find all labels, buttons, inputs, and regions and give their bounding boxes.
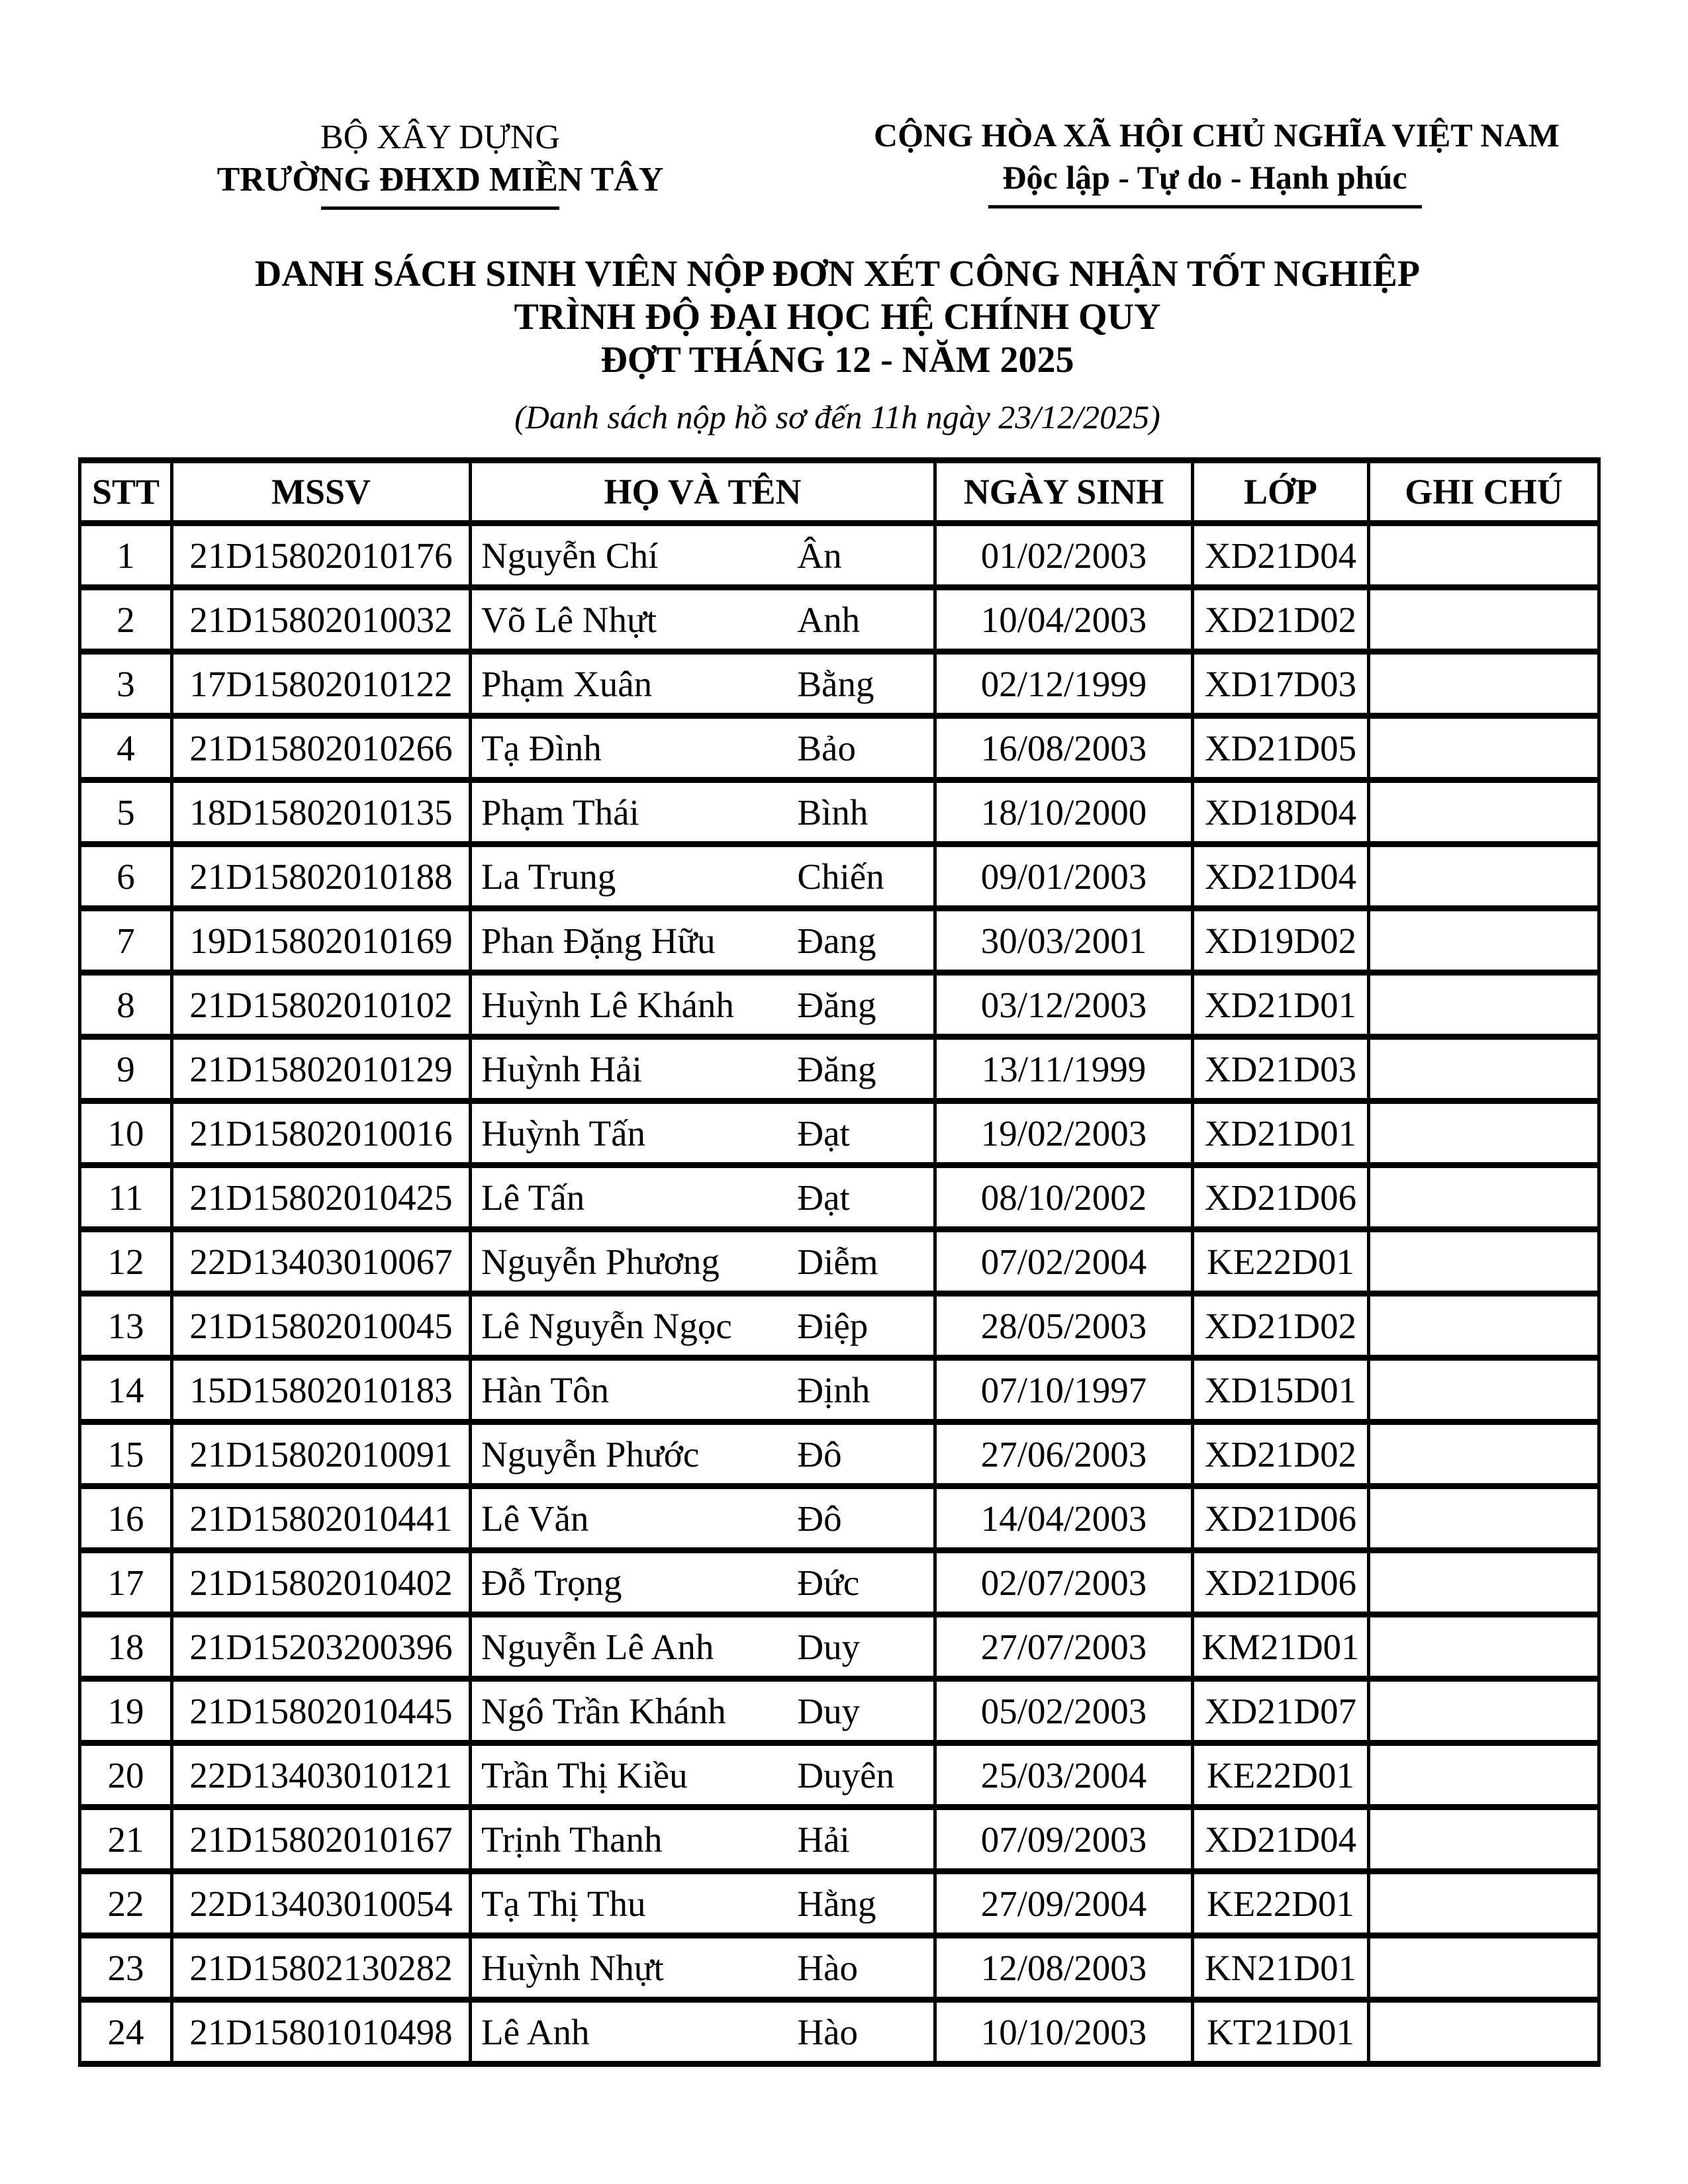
cell-note xyxy=(1369,1101,1599,1165)
cell-class: XD21D02 xyxy=(1193,1294,1369,1358)
family-middle-name: Võ Lê Nhựt xyxy=(481,599,657,640)
cell-mssv: 21D15203200396 xyxy=(172,1615,471,1679)
cell-dob: 27/09/2004 xyxy=(935,1872,1193,1936)
cell-note xyxy=(1369,1807,1599,1872)
cell-mssv: 21D15802010167 xyxy=(172,1807,471,1872)
cell-stt: 1 xyxy=(80,523,172,588)
cell-dob: 27/06/2003 xyxy=(935,1422,1193,1486)
cell-dob: 02/12/1999 xyxy=(935,652,1193,716)
cell-note xyxy=(1369,1615,1599,1679)
cell-stt: 6 xyxy=(80,844,172,909)
cell-name xyxy=(471,1422,935,1486)
national-title: CỘNG HÒA XÃ HỘI CHỦ NGHĨA VIỆT NAM xyxy=(874,116,1560,154)
table-row xyxy=(80,588,1599,652)
given-name: Đức xyxy=(797,1562,860,1603)
cell-stt: 23 xyxy=(80,1936,172,2000)
cell-dob: 30/03/2001 xyxy=(935,909,1193,973)
family-middle-name: Huỳnh Nhựt xyxy=(481,1947,664,1988)
full-name xyxy=(472,727,933,769)
full-name xyxy=(472,535,933,576)
family-middle-name: Tạ Đình xyxy=(481,727,602,768)
table-row xyxy=(80,1358,1599,1422)
cell-class: KM21D01 xyxy=(1193,1615,1369,1679)
cell-name xyxy=(471,652,935,716)
cell-class: XD21D04 xyxy=(1193,523,1369,588)
cell-name xyxy=(471,1037,935,1101)
cell-dob: 07/02/2004 xyxy=(935,1230,1193,1294)
given-name: Đang xyxy=(797,920,876,961)
cell-mssv: 21D15802010016 xyxy=(172,1101,471,1165)
cell-class: XD21D01 xyxy=(1193,1101,1369,1165)
cell-dob: 02/07/2003 xyxy=(935,1551,1193,1615)
header-stt: STT xyxy=(80,461,172,523)
table-row xyxy=(80,1551,1599,1615)
cell-class: XD17D03 xyxy=(1193,652,1369,716)
given-name: Điệp xyxy=(797,1305,868,1346)
given-name: Đạt xyxy=(797,1177,850,1218)
cell-note xyxy=(1369,523,1599,588)
cell-note xyxy=(1369,1230,1599,1294)
header-name: HỌ VÀ TÊN xyxy=(471,461,935,523)
cell-dob: 13/11/1999 xyxy=(935,1037,1193,1101)
given-name: Ân xyxy=(797,535,842,576)
full-name xyxy=(472,1498,933,1539)
cell-mssv: 21D15802010129 xyxy=(172,1037,471,1101)
cell-note xyxy=(1369,1358,1599,1422)
given-name: Chiến xyxy=(797,856,884,897)
header-note: GHI CHÚ xyxy=(1369,461,1599,523)
table-row xyxy=(80,1486,1599,1551)
cell-class: XD21D04 xyxy=(1193,844,1369,909)
cell-class: XD21D04 xyxy=(1193,1807,1369,1872)
cell-stt: 8 xyxy=(80,973,172,1037)
cell-name xyxy=(471,1551,935,1615)
full-name xyxy=(472,984,933,1026)
family-middle-name: Lê Anh xyxy=(481,2011,590,2052)
document-subtitle: (Danh sách nộp hồ sơ đến 11h ngày 23/12/2025) xyxy=(514,398,1160,435)
given-name: Duyên xyxy=(797,1754,895,1796)
cell-stt: 13 xyxy=(80,1294,172,1358)
cell-mssv: 17D15802010122 xyxy=(172,652,471,716)
family-middle-name: Huỳnh Hải xyxy=(481,1048,642,1089)
family-middle-name: Phạm Xuân xyxy=(481,663,653,704)
cell-mssv: 22D13403010067 xyxy=(172,1230,471,1294)
cell-name xyxy=(471,588,935,652)
cell-mssv: 21D15802010402 xyxy=(172,1551,471,1615)
cell-note xyxy=(1369,588,1599,652)
given-name: Duy xyxy=(797,1690,861,1731)
cell-stt: 4 xyxy=(80,716,172,780)
full-name xyxy=(472,1754,933,1796)
cell-class: XD21D07 xyxy=(1193,1679,1369,1743)
title-line-2: TRÌNH ĐỘ ĐẠI HỌC HỆ CHÍNH QUY xyxy=(514,296,1161,338)
given-name: Hào xyxy=(797,1947,859,1988)
org-underline xyxy=(321,206,559,210)
issuing-org-block xyxy=(179,116,702,210)
cell-name xyxy=(471,1679,935,1743)
cell-note xyxy=(1369,1679,1599,1743)
ministry-name: BỘ XÂY DỰNG xyxy=(320,118,560,156)
full-name xyxy=(472,1626,933,1668)
family-middle-name: Trịnh Thanh xyxy=(481,1819,663,1860)
family-middle-name: Phan Đặng Hữu xyxy=(481,920,716,961)
cell-dob: 18/10/2000 xyxy=(935,780,1193,844)
family-middle-name: Nguyễn Chí xyxy=(481,535,659,576)
cell-name xyxy=(471,1807,935,1872)
family-middle-name: Nguyễn Phước xyxy=(481,1433,700,1475)
cell-mssv: 22D13403010121 xyxy=(172,1743,471,1807)
cell-name xyxy=(471,1294,935,1358)
full-name xyxy=(472,856,933,897)
cell-stt: 5 xyxy=(80,780,172,844)
table-row xyxy=(80,1101,1599,1165)
cell-stt: 10 xyxy=(80,1101,172,1165)
cell-note xyxy=(1369,1294,1599,1358)
given-name: Định xyxy=(797,1369,870,1410)
full-name xyxy=(472,1305,933,1347)
header-mssv: MSSV xyxy=(172,461,471,523)
cell-note xyxy=(1369,844,1599,909)
cell-mssv: 18D15802010135 xyxy=(172,780,471,844)
cell-class: KT21D01 xyxy=(1193,2000,1369,2064)
table-row xyxy=(80,1165,1599,1230)
cell-dob: 03/12/2003 xyxy=(935,973,1193,1037)
family-middle-name: Nguyễn Lê Anh xyxy=(481,1626,714,1667)
cell-dob: 28/05/2003 xyxy=(935,1294,1193,1358)
cell-class: XD21D05 xyxy=(1193,716,1369,780)
table-row xyxy=(80,1037,1599,1101)
cell-note xyxy=(1369,716,1599,780)
cell-class: XD21D06 xyxy=(1193,1551,1369,1615)
cell-note xyxy=(1369,1551,1599,1615)
cell-mssv: 21D15802010445 xyxy=(172,1679,471,1743)
full-name xyxy=(472,663,933,705)
cell-stt: 7 xyxy=(80,909,172,973)
cell-dob: 12/08/2003 xyxy=(935,1936,1193,2000)
cell-dob: 10/10/2003 xyxy=(935,2000,1193,2064)
table-row xyxy=(80,909,1599,973)
header-class: LỚP xyxy=(1193,461,1369,523)
cell-name xyxy=(471,2000,935,2064)
full-name xyxy=(472,599,933,641)
cell-class: KE22D01 xyxy=(1193,1743,1369,1807)
cell-name xyxy=(471,1101,935,1165)
cell-dob: 08/10/2002 xyxy=(935,1165,1193,1230)
full-name xyxy=(472,1177,933,1218)
cell-name xyxy=(471,1358,935,1422)
cell-class: KE22D01 xyxy=(1193,1872,1369,1936)
given-name: Bình xyxy=(797,792,868,833)
family-middle-name: Hàn Tôn xyxy=(481,1369,609,1410)
cell-stt: 16 xyxy=(80,1486,172,1551)
cell-mssv: 21D15802010032 xyxy=(172,588,471,652)
cell-dob: 09/01/2003 xyxy=(935,844,1193,909)
family-middle-name: Huỳnh Lê Khánh xyxy=(481,984,734,1025)
cell-dob: 25/03/2004 xyxy=(935,1743,1193,1807)
family-middle-name: La Trung xyxy=(481,856,616,897)
cell-name xyxy=(471,1936,935,2000)
cell-class: XD21D06 xyxy=(1193,1165,1369,1230)
cell-stt: 15 xyxy=(80,1422,172,1486)
cell-name xyxy=(471,1230,935,1294)
full-name xyxy=(472,1113,933,1154)
full-name xyxy=(472,1947,933,1989)
given-name: Diễm xyxy=(797,1241,878,1282)
cell-mssv: 21D15802010441 xyxy=(172,1486,471,1551)
cell-stt: 12 xyxy=(80,1230,172,1294)
family-middle-name: Ngô Trần Khánh xyxy=(481,1690,726,1731)
cell-dob: 16/08/2003 xyxy=(935,716,1193,780)
cell-stt: 2 xyxy=(80,588,172,652)
cell-class: XD21D06 xyxy=(1193,1486,1369,1551)
table-row xyxy=(80,1422,1599,1486)
full-name xyxy=(472,1690,933,1732)
cell-class: KN21D01 xyxy=(1193,1936,1369,2000)
cell-stt: 18 xyxy=(80,1615,172,1679)
table-row xyxy=(80,652,1599,716)
table-row xyxy=(80,1615,1599,1679)
cell-class: XD19D02 xyxy=(1193,909,1369,973)
cell-dob: 07/10/1997 xyxy=(935,1358,1193,1422)
given-name: Đăng xyxy=(797,1048,876,1089)
cell-mssv: 21D15802010176 xyxy=(172,523,471,588)
cell-name xyxy=(471,1872,935,1936)
cell-name xyxy=(471,1615,935,1679)
cell-stt: 9 xyxy=(80,1037,172,1101)
national-header-block xyxy=(874,114,1560,208)
full-name xyxy=(472,2011,933,2053)
cell-class: KE22D01 xyxy=(1193,1230,1369,1294)
table-row xyxy=(80,1679,1599,1743)
full-name xyxy=(472,1883,933,1925)
full-name xyxy=(472,1562,933,1604)
cell-class: XD21D02 xyxy=(1193,1422,1369,1486)
cell-note xyxy=(1369,1165,1599,1230)
cell-name xyxy=(471,716,935,780)
given-name: Đô xyxy=(797,1433,842,1475)
given-name: Hào xyxy=(797,2011,859,2052)
cell-stt: 19 xyxy=(80,1679,172,1743)
cell-stt: 17 xyxy=(80,1551,172,1615)
cell-name xyxy=(471,780,935,844)
cell-class: XD21D02 xyxy=(1193,588,1369,652)
cell-stt: 24 xyxy=(80,2000,172,2064)
full-name xyxy=(472,1241,933,1283)
cell-mssv: 15D15802010183 xyxy=(172,1358,471,1422)
cell-name xyxy=(471,1165,935,1230)
cell-class: XD21D03 xyxy=(1193,1037,1369,1101)
cell-name xyxy=(471,1743,935,1807)
given-name: Bằng xyxy=(797,663,874,704)
student-roster-table xyxy=(78,457,1601,2067)
table-row xyxy=(80,1807,1599,1872)
header-dob: NGÀY SINH xyxy=(935,461,1193,523)
cell-class: XD15D01 xyxy=(1193,1358,1369,1422)
cell-stt: 21 xyxy=(80,1807,172,1872)
cell-name xyxy=(471,523,935,588)
cell-dob: 10/04/2003 xyxy=(935,588,1193,652)
family-middle-name: Huỳnh Tấn xyxy=(481,1113,645,1154)
cell-mssv: 21D15802130282 xyxy=(172,1936,471,2000)
given-name: Hải xyxy=(797,1819,850,1860)
table-row xyxy=(80,523,1599,588)
motto-underline xyxy=(988,205,1422,208)
given-name: Duy xyxy=(797,1626,861,1667)
cell-note xyxy=(1369,1037,1599,1101)
cell-dob: 07/09/2003 xyxy=(935,1807,1193,1872)
cell-name xyxy=(471,909,935,973)
given-name: Đô xyxy=(797,1498,842,1539)
full-name xyxy=(472,1048,933,1090)
table-row xyxy=(80,1743,1599,1807)
family-middle-name: Lê Tấn xyxy=(481,1177,585,1218)
cell-note xyxy=(1369,652,1599,716)
cell-mssv: 21D15802010102 xyxy=(172,973,471,1037)
table-header-row xyxy=(80,461,1599,523)
given-name: Đăng xyxy=(797,984,876,1025)
cell-stt: 11 xyxy=(80,1165,172,1230)
cell-note xyxy=(1369,1936,1599,2000)
cell-class: XD18D04 xyxy=(1193,780,1369,844)
table-row xyxy=(80,973,1599,1037)
cell-note xyxy=(1369,909,1599,973)
cell-note xyxy=(1369,1743,1599,1807)
cell-class: XD21D01 xyxy=(1193,973,1369,1037)
full-name xyxy=(472,1433,933,1475)
table-row xyxy=(80,780,1599,844)
student-table-body xyxy=(80,523,1599,2064)
full-name xyxy=(472,1819,933,1860)
cell-name xyxy=(471,844,935,909)
given-name: Bảo xyxy=(797,727,856,768)
cell-note xyxy=(1369,1872,1599,1936)
cell-mssv: 21D15801010498 xyxy=(172,2000,471,2064)
cell-dob: 01/02/2003 xyxy=(935,523,1193,588)
cell-note xyxy=(1369,973,1599,1037)
full-name xyxy=(472,920,933,962)
national-motto: Độc lập - Tự do - Hạnh phúc xyxy=(1002,159,1407,196)
cell-note xyxy=(1369,1486,1599,1551)
cell-name xyxy=(471,973,935,1037)
cell-name xyxy=(471,1486,935,1551)
cell-dob: 05/02/2003 xyxy=(935,1679,1193,1743)
cell-mssv: 21D15802010188 xyxy=(172,844,471,909)
family-middle-name: Tạ Thị Thu xyxy=(481,1883,646,1924)
table-row xyxy=(80,1230,1599,1294)
family-middle-name: Nguyễn Phương xyxy=(481,1241,720,1282)
table-row xyxy=(80,844,1599,909)
document-title-block xyxy=(0,253,1675,382)
table-row xyxy=(80,1294,1599,1358)
full-name xyxy=(472,792,933,833)
cell-note xyxy=(1369,780,1599,844)
cell-dob: 27/07/2003 xyxy=(935,1615,1193,1679)
cell-note xyxy=(1369,1422,1599,1486)
family-middle-name: Trần Thị Kiều xyxy=(481,1754,688,1796)
cell-mssv: 21D15802010266 xyxy=(172,716,471,780)
cell-stt: 22 xyxy=(80,1872,172,1936)
full-name xyxy=(472,1369,933,1411)
cell-mssv: 21D15802010425 xyxy=(172,1165,471,1230)
table-row xyxy=(80,1872,1599,1936)
cell-mssv: 19D15802010169 xyxy=(172,909,471,973)
family-middle-name: Đỗ Trọng xyxy=(481,1562,622,1603)
cell-note xyxy=(1369,2000,1599,2064)
cell-dob: 14/04/2003 xyxy=(935,1486,1193,1551)
cell-stt: 20 xyxy=(80,1743,172,1807)
title-line-1: DANH SÁCH SINH VIÊN NỘP ĐƠN XÉT CÔNG NHẬN TỐT NGHIỆP xyxy=(254,253,1421,295)
given-name: Hằng xyxy=(797,1883,876,1924)
family-middle-name: Phạm Thái xyxy=(481,792,639,833)
title-line-3: ĐỢT THÁNG 12 - NĂM 2025 xyxy=(600,340,1074,381)
given-name: Đạt xyxy=(797,1113,850,1154)
family-middle-name: Lê Văn xyxy=(481,1498,589,1539)
table-row xyxy=(80,2000,1599,2064)
university-name: TRƯỜNG ĐHXD MIỀN TÂY xyxy=(216,161,664,199)
table-row xyxy=(80,716,1599,780)
table-row xyxy=(80,1936,1599,2000)
cell-mssv: 21D15802010091 xyxy=(172,1422,471,1486)
given-name: Anh xyxy=(797,599,861,640)
cell-dob: 19/02/2003 xyxy=(935,1101,1193,1165)
cell-mssv: 21D15802010045 xyxy=(172,1294,471,1358)
cell-stt: 14 xyxy=(80,1358,172,1422)
family-middle-name: Lê Nguyễn Ngọc xyxy=(481,1305,732,1346)
cell-stt: 3 xyxy=(80,652,172,716)
cell-mssv: 22D13403010054 xyxy=(172,1872,471,1936)
